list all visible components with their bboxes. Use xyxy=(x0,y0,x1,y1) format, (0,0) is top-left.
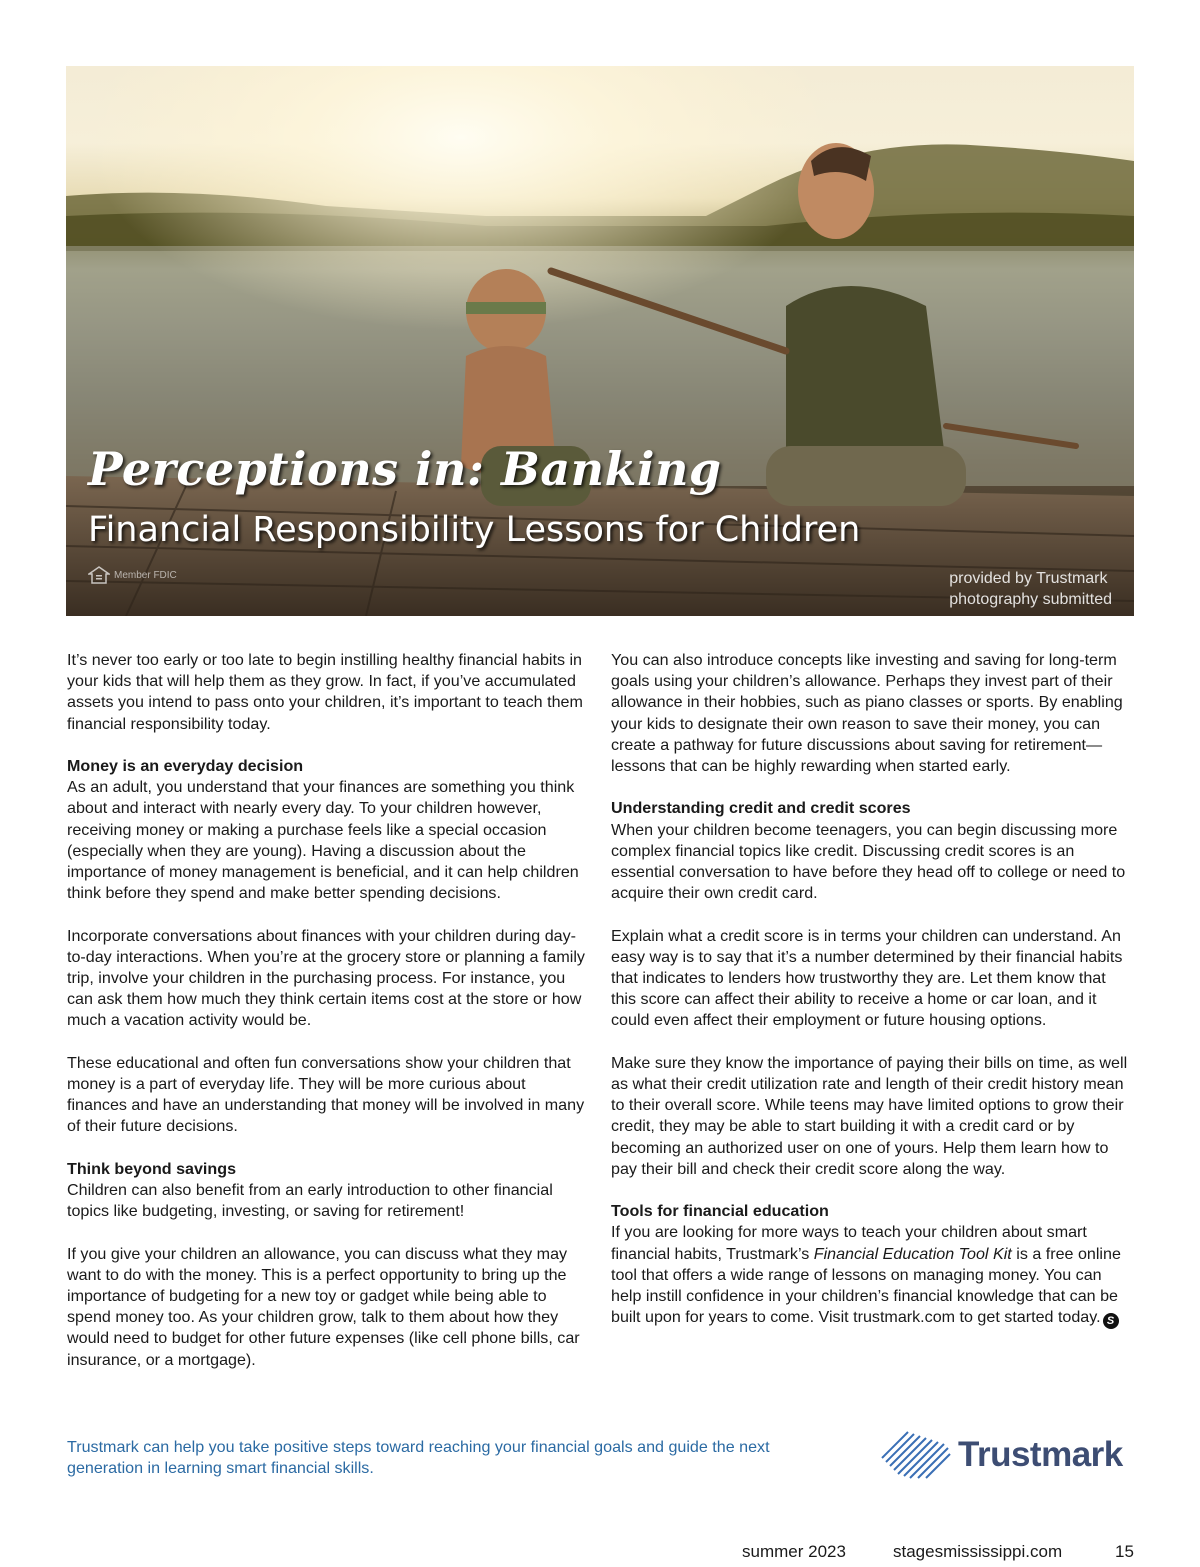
article-title: Perceptions in: Banking xyxy=(88,442,722,496)
section-heading-money-everyday: Money is an everyday decision xyxy=(67,757,304,775)
paragraph-tools: If you are looking for more ways to teach your children about smart financial habits, Trustmark’s Financial Education Tool Kit is a free online tool that offers a wide range of lessons on managing money. You can help instill confidence in your children’s financial knowledge that can be built upon for years to come. Visit trustmark.com to get started today. S xyxy=(611,1223,1121,1328)
call-to-action: Trustmark can help you take positive steps toward reaching your financial goals and guide the next generation in learning smart financial skills. xyxy=(67,1438,770,1478)
tool-kit-name: Financial Education Tool Kit xyxy=(813,1244,1012,1263)
paragraph: Incorporate conversations about finances with your children during day-to-day interactions. When you’re at the grocery store or planning a family trip, involve your children in the purchasing process. For instance, you can ask them how much they think certain items cost at the store or how much a vacation activity would be. xyxy=(67,926,585,1030)
lender-text: Member FDIC xyxy=(114,569,177,581)
article-subtitle: Financial Responsibility Lessons for Children xyxy=(88,510,861,550)
left-column xyxy=(67,650,587,1392)
page-number: 15 xyxy=(1115,1542,1134,1561)
paragraph: Children can also benefit from an early introduction to other financial topics like budgeting, investing, or saving for retirement! xyxy=(67,1181,553,1221)
paragraph: Explain what a credit score is in terms your children can understand. An easy way is to say that it’s a number determined by their financial habits that indicates to lenders how trustworthy they are. Let them know that this score can affect their ability to receive a home or car loan, and it could even affect their employment or future housing options. xyxy=(611,926,1123,1030)
section-heading-credit-scores: Understanding credit and credit scores xyxy=(611,799,911,818)
paragraph: These educational and often fun conversations show your children that money is a part of everyday life. They will be more curious about finances and have an understanding that money will be involved in many of their future decisions. xyxy=(67,1053,585,1136)
credit-provided: provided by Trustmark xyxy=(949,570,1108,587)
paragraph: When your children become teenagers, you can begin discussing more complex financial topics like credit. Discussing credit scores is an essential conversation to have before they head off to college or need to acquire their own credit card. xyxy=(611,820,1126,903)
equal-housing-lender xyxy=(88,566,177,584)
footer-website: stagesmississippi.com xyxy=(893,1542,1063,1561)
trustmark-wordmark: Trustmark xyxy=(958,1435,1123,1474)
right-column xyxy=(611,650,1131,1350)
trustmark-logo xyxy=(880,1430,1123,1480)
credit-photography: photography submitted xyxy=(949,591,1112,608)
photo-credits xyxy=(949,568,1112,610)
article-end-mark-icon: S xyxy=(1103,1313,1119,1329)
footer-issue: summer 2023 xyxy=(742,1542,846,1561)
paragraph: As an adult, you understand that your finances are something you think about and interact with nearly every day. To your children however, receiving money or making a purchase feels like a special occasion (especially when they are young). Having a discussion about the importance of money management is beneficial, and it can help children think before they spend and make better spending decisions. xyxy=(67,778,579,903)
hero-photo xyxy=(66,66,1134,616)
paragraph: You can also introduce concepts like investing and saving for long-term goals using your children’s allowance. Perhaps they invest part of their allowance in their hobbies, such as piano classes or sports. By enabling your kids to designate their own reason to save their money, you can create a pathway for future discussions about saving for retirement—lessons that can be highly rewarding when started early. xyxy=(611,651,1123,776)
intro-paragraph: It’s never too early or too late to begin instilling healthy financial habits in your kids that will help them as they grow. In fact, if you’ve accumulated assets you intend to pass onto your children, it’s important to teach them financial responsibility today. xyxy=(67,651,583,733)
equal-housing-icon xyxy=(88,566,110,584)
paragraph: Make sure they know the importance of paying their bills on time, as well as what their credit utilization rate and length of their credit history mean to their overall score. While teens may have limited options to grow their credit, they may be able to start building it with a credit card or by becoming an authorized user on one of yours. Help them learn how to pay their bill and check their credit score along the way. xyxy=(611,1053,1128,1178)
section-heading-think-beyond-savings: Think beyond savings xyxy=(67,1159,237,1178)
trustmark-logo-icon xyxy=(880,1430,952,1480)
section-heading-tools-education: Tools for financial education xyxy=(611,1202,829,1221)
paragraph: If you give your children an allowance, you can discuss what they may want to do with the money. This is a perfect opportunity to bring up the importance of budgeting for a new toy or gadget while being able to spend money too. As your children grow, talk to them about how they would need to budget for other future expenses (like cell phone bills, car insurance, or a mortgage). xyxy=(67,1244,580,1369)
